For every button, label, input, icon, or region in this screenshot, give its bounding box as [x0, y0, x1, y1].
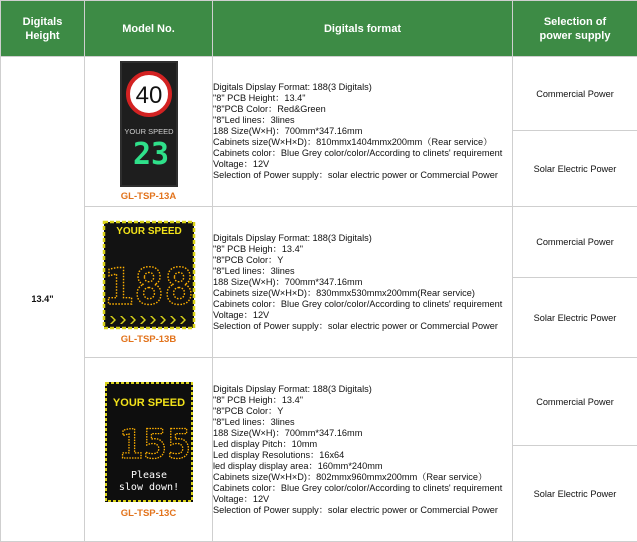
- height-value: 13.4": [1, 57, 85, 542]
- power-option: Solar Electric Power: [513, 131, 637, 207]
- header-row: [1, 1, 637, 57]
- format-cell-c: [213, 358, 513, 542]
- spec-line: Voltage：12V: [213, 159, 270, 169]
- header-model: Model No.: [85, 1, 213, 57]
- spec-line: led display display area：160mm*240mm: [213, 460, 383, 471]
- spec-line: "8"Led lines：3lines: [213, 115, 295, 125]
- your-speed-label: YOUR SPEED: [112, 397, 185, 409]
- spec-line: 188 Size(W×H)：700mm*347.16mm: [213, 276, 363, 287]
- spec-line: "8"Led lines：3lines: [213, 265, 295, 276]
- spec-line: Voltage：12V: [213, 309, 270, 320]
- message-line-2: slow down!: [118, 482, 179, 493]
- spec-line: Cabinets size(W×H×D)：802mmx960mmx200mm（Rear service）: [213, 471, 488, 482]
- speed-sign-c-image: [103, 380, 195, 506]
- spec-line: Cabinets size(W×H×D)：830mmx530mmx200mm(Rear service): [213, 287, 475, 298]
- table-row: [1, 207, 637, 278]
- format-cell-b: [213, 207, 513, 358]
- spec-line: Selection of Power supply：solar electric power or Commercial Power: [213, 320, 498, 331]
- spec-line: Cabinets size(W×H×D)：810mmx1404mmx200mm（Rear service）: [213, 137, 493, 147]
- power-option: Commercial Power: [513, 57, 637, 131]
- power-option: Commercial Power: [513, 358, 637, 446]
- power-option: Solar Electric Power: [513, 446, 637, 542]
- model-code: GL-TSP-13B: [120, 333, 177, 345]
- power-option: Commercial Power: [513, 207, 637, 278]
- model-cell-b: [85, 207, 213, 358]
- format-cell-a: [213, 57, 513, 207]
- spec-line: Selection of Power supply：solar electric power or Commercial Power: [213, 504, 498, 515]
- spec-line: "8" PCB Heigh：13.4": [213, 394, 303, 405]
- header-format: Digitals format: [213, 1, 513, 57]
- speed-digits: 23: [132, 137, 169, 172]
- spec-line: Cabinets color：Blue Grey color/color/According to clinets' requirement: [213, 148, 503, 158]
- spec-line: "8"PCB Color：Y: [213, 405, 284, 416]
- model-code: GL-TSP-13C: [120, 508, 177, 519]
- model-cell-c: [85, 358, 213, 542]
- spec-line: Voltage：12V: [213, 493, 270, 504]
- spec-line: "8" PCB Height：13.4": [213, 93, 306, 103]
- speed-digits: 188: [103, 257, 194, 316]
- header-height: Digitals Height: [1, 1, 85, 57]
- speed-sign-a-image: [118, 61, 180, 189]
- spec-line: "8"PCB Color：Y: [213, 254, 284, 265]
- spec-line: "8"Led lines：3lines: [213, 416, 295, 427]
- spec-line: Led display Pitch：10mm: [213, 438, 318, 449]
- spec-line: 188 Size(W×H)：700mm*347.16mm: [213, 126, 363, 136]
- spec-line: 188 Size(W×H)：700mm*347.16mm: [213, 427, 363, 438]
- model-cell-a: [85, 57, 213, 207]
- spec-line: "8" PCB Heigh：13.4": [213, 243, 303, 254]
- spec-line: "8"PCB Color：Red&Green: [213, 104, 326, 114]
- spec-line: Cabinets color：Blue Grey color/color/According to clinets' requirement: [213, 298, 503, 309]
- spec-line: Cabinets color：Blue Grey color/color/According to clinets' requirement: [213, 482, 503, 493]
- speed-digits: 155: [118, 422, 191, 468]
- spec-line: Digitals Dipslay Format: 188(3 Digitals): [213, 232, 372, 243]
- spec-line: Digitals Dipslay Format: 188(3 Digitals): [213, 82, 372, 92]
- spec-line: Selection of Power supply：solar electric power or Commercial Power: [213, 170, 498, 180]
- model-code: GL-TSP-13A: [120, 191, 177, 202]
- spec-line: Digitals Dipslay Format: 188(3 Digitals): [213, 383, 372, 394]
- header-power: Selection of power supply: [513, 1, 637, 57]
- table-row: [1, 57, 637, 131]
- speed-sign-b-image: [102, 220, 196, 332]
- power-option: Solar Electric Power: [513, 278, 637, 358]
- table-row: [1, 358, 637, 446]
- message-line-1: Please: [130, 470, 167, 481]
- your-speed-label: YOUR SPEED: [123, 127, 174, 136]
- spec-line: Led display Resolutions：16x64: [213, 449, 345, 460]
- limit-number: 40: [135, 82, 162, 109]
- your-speed-label: YOUR SPEED: [115, 225, 182, 237]
